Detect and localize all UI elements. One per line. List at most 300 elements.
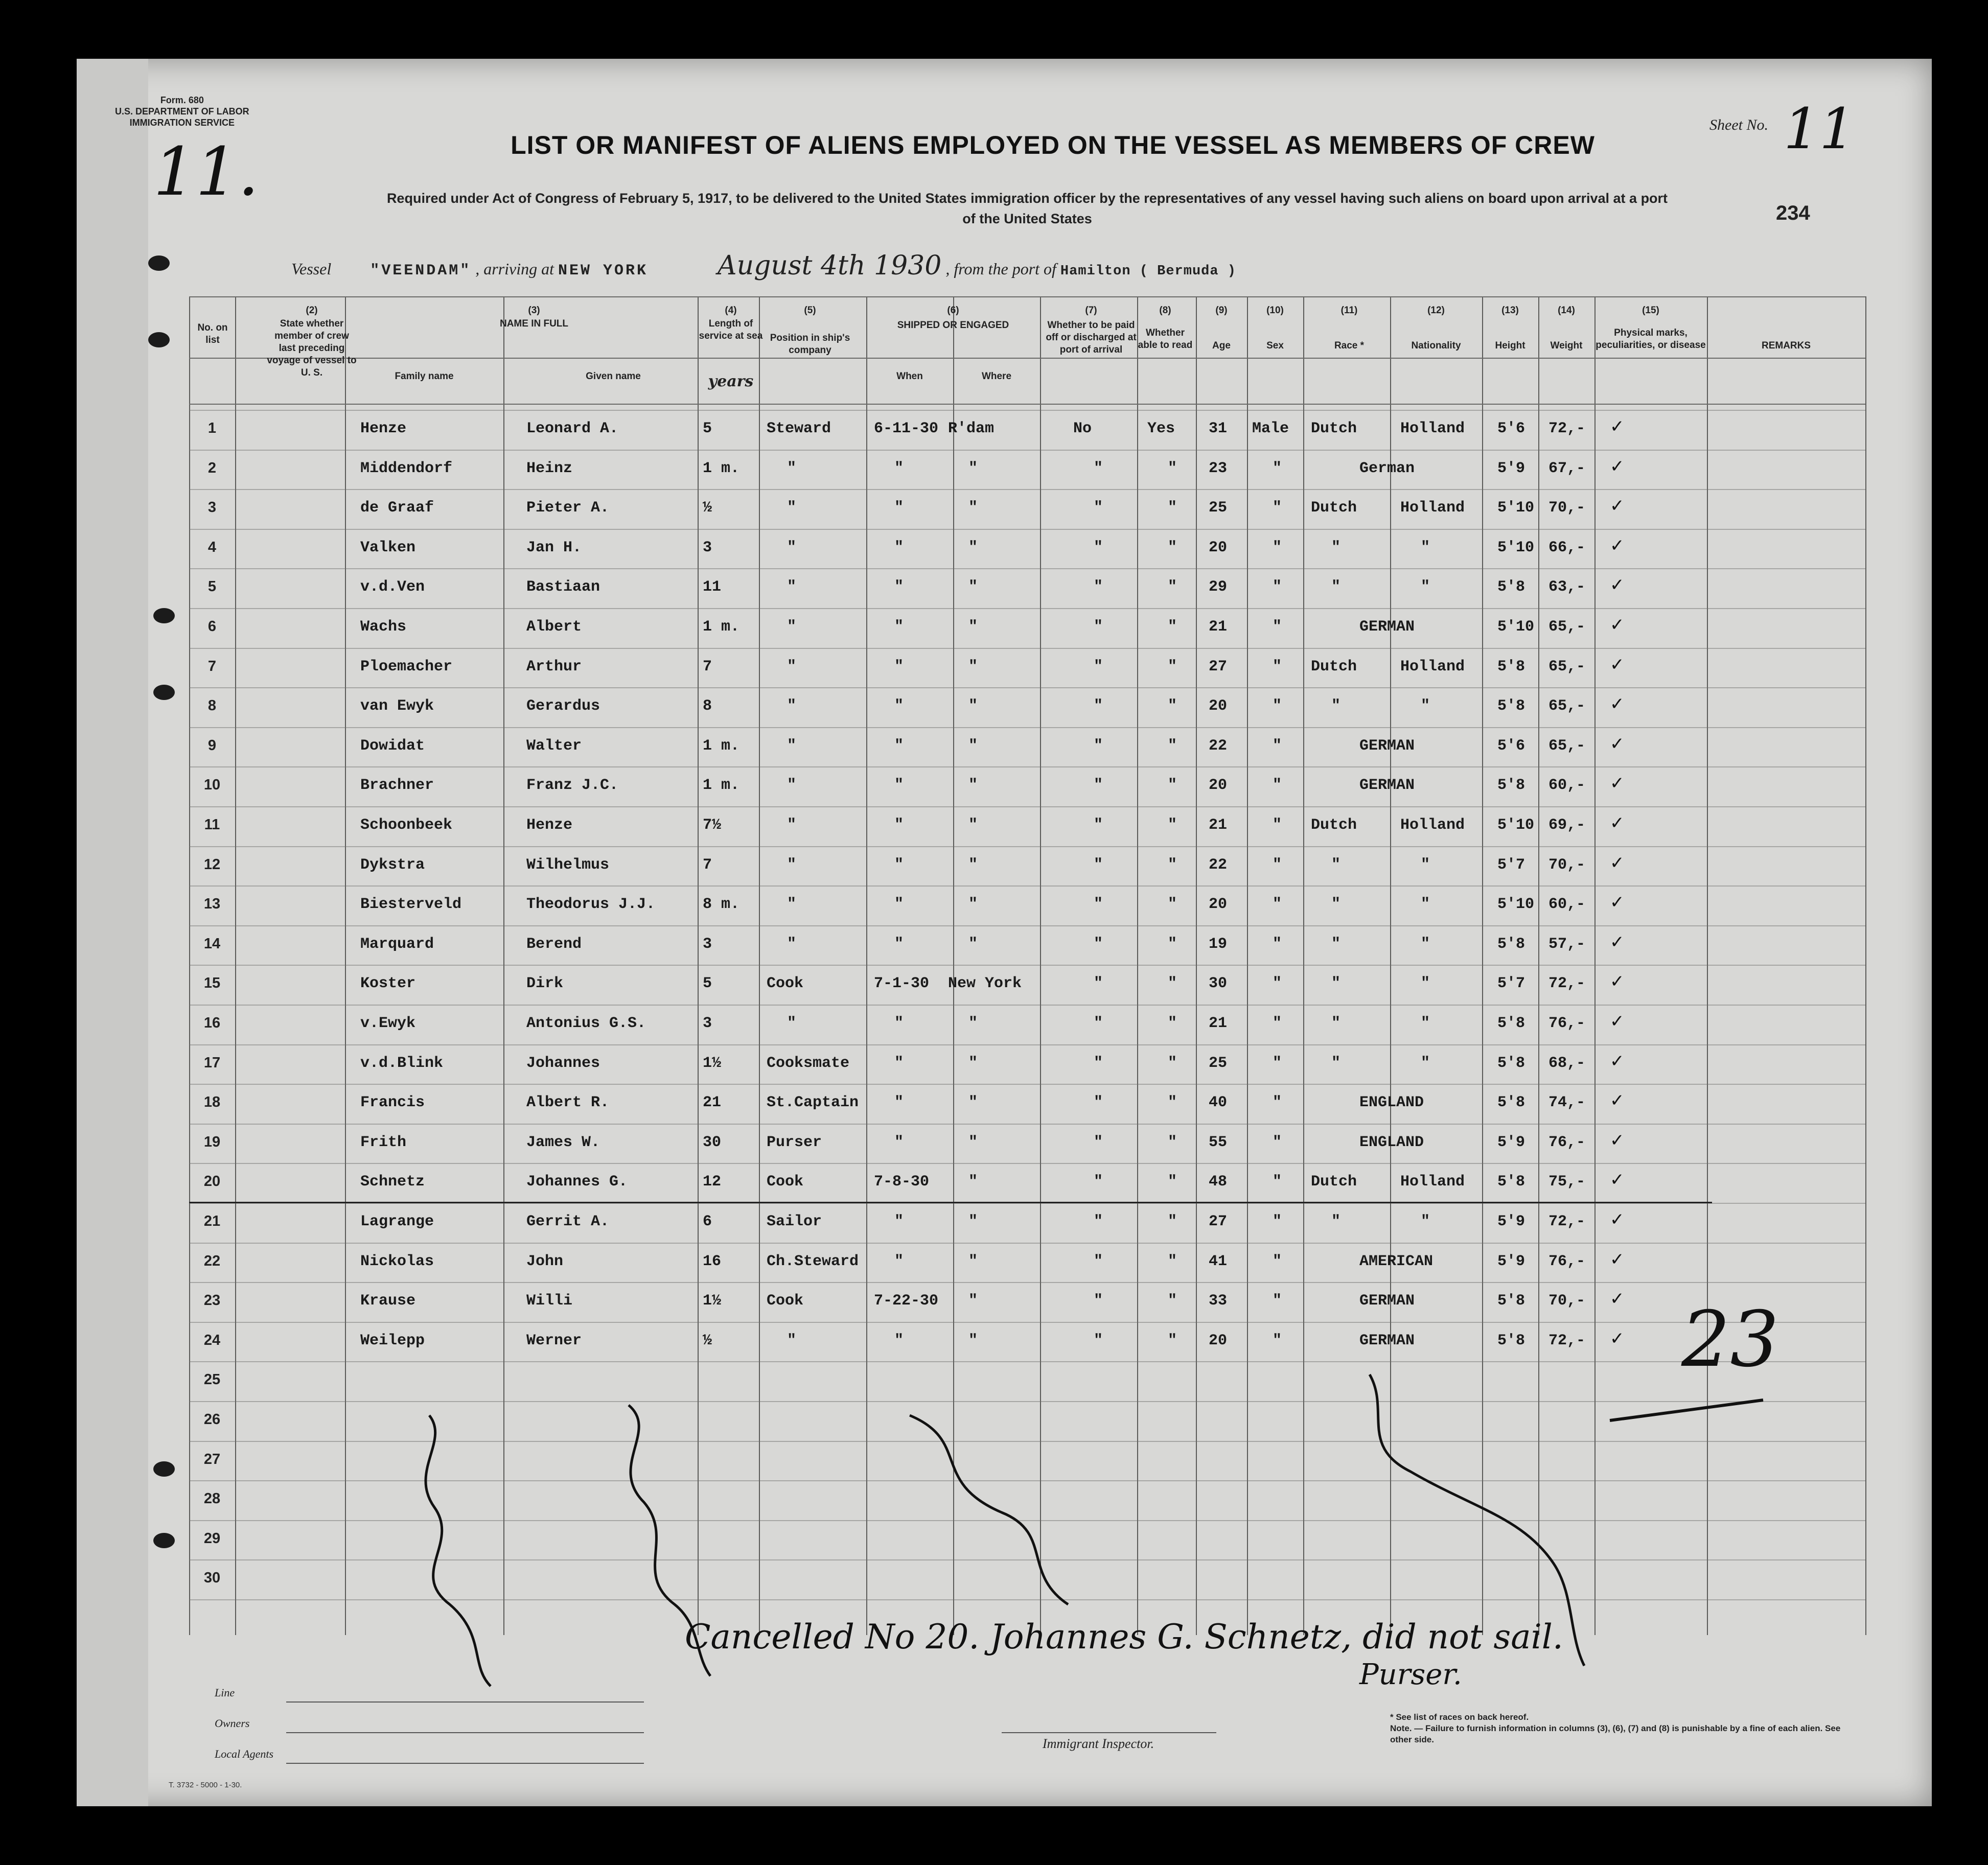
sex-cell: " (1273, 658, 1282, 675)
service-length-cell: 1½ (703, 1292, 722, 1310)
given-name-cell: Gerrit A. (526, 1213, 610, 1230)
age-cell: 21 (1209, 817, 1228, 834)
weight-cell: 65,- (1548, 618, 1586, 636)
header-when: When (896, 371, 923, 382)
able-to-read-cell: " (1168, 1292, 1177, 1310)
weight-cell: 65,- (1548, 658, 1586, 675)
header-family-name: Family name (395, 371, 454, 382)
weight-cell: 76,- (1548, 1015, 1586, 1032)
row-number: 29 (203, 1530, 221, 1547)
age-cell: 48 (1209, 1173, 1228, 1191)
age-cell: 22 (1209, 856, 1228, 874)
able-to-read-cell: " (1168, 1015, 1177, 1032)
service-length-cell: 8 m. (703, 896, 740, 914)
position-cell: " (787, 856, 797, 874)
header-col-4-number: (4) (725, 305, 737, 316)
paid-off-cell: " (1094, 896, 1103, 914)
height-cell: 5'9 (1497, 1133, 1525, 1151)
header-service-length: Length of service at sea (699, 318, 763, 341)
able-to-read-cell: " (1168, 1252, 1177, 1270)
row-number: 17 (203, 1054, 221, 1071)
weight-cell: 66,- (1548, 539, 1586, 556)
row-number: 14 (203, 935, 221, 952)
shipped-port-cell: " (968, 539, 978, 556)
race-cell: " (1331, 1213, 1341, 1230)
height-cell: 5'10 (1497, 499, 1535, 517)
scribble-family-col (426, 1415, 491, 1686)
family-name-cell: Middendorf (360, 459, 453, 477)
able-to-read-cell: " (1168, 777, 1177, 795)
height-cell: 5'9 (1497, 1252, 1525, 1270)
document-title: LIST OR MANIFEST OF ALIENS EMPLOYED ON THE VESSEL AS MEMBERS OF CREW (511, 131, 1595, 159)
shipped-port-cell: " (968, 578, 978, 596)
shipped-port-cell: " (968, 1015, 978, 1032)
header-position: Position in ship's company (770, 333, 850, 356)
height-cell: 5'8 (1497, 935, 1525, 953)
able-to-read-cell: " (1168, 975, 1177, 993)
tally-underline (1610, 1400, 1763, 1420)
row-number: 10 (203, 777, 221, 794)
shipped-port-cell: " (968, 1173, 978, 1191)
header-service-units: years (708, 372, 754, 390)
height-cell: 5'8 (1497, 1054, 1525, 1072)
paid-off-cell: " (1094, 1332, 1103, 1349)
service-length-cell: 6 (703, 1213, 712, 1230)
position-cell: " (787, 697, 797, 715)
service-length-cell: ½ (703, 1332, 712, 1349)
check-mark: ✓ (1610, 1170, 1625, 1191)
age-cell: 21 (1209, 618, 1228, 636)
position-cell: " (787, 777, 797, 795)
shipped-port-cell: " (968, 697, 978, 715)
shipped-date-cell: 7-8-30 (874, 1173, 930, 1191)
able-to-read-cell: " (1168, 658, 1177, 675)
subtitle-line-2: of the United States (962, 211, 1092, 226)
row-number: 8 (207, 697, 217, 714)
height-cell: 5'8 (1497, 1173, 1525, 1191)
height-cell: 5'6 (1497, 737, 1525, 755)
able-to-read-cell: " (1168, 1054, 1177, 1072)
family-name-cell: Nickolas (360, 1252, 434, 1270)
given-name-cell: Pieter A. (526, 499, 610, 517)
check-mark: ✓ (1610, 1090, 1625, 1111)
check-mark: ✓ (1610, 733, 1625, 754)
height-cell: 5'8 (1497, 658, 1525, 675)
family-name-cell: van Ewyk (360, 697, 434, 715)
able-to-read-cell: " (1168, 1332, 1177, 1349)
weight-cell: 70,- (1548, 856, 1586, 874)
shipped-port-cell: New York (948, 975, 1022, 993)
footer-owners-label: Owners (215, 1717, 250, 1730)
handwritten-sheet-stamp: 11. (153, 133, 259, 211)
position-cell: " (787, 459, 797, 477)
cancellation-note: Cancelled No 20. Johannes G. Schnetz, did not sail. (685, 1617, 1563, 1657)
height-cell: 5'8 (1497, 777, 1525, 795)
shipped-port-cell: " (968, 1133, 978, 1151)
header-prior-voyage: State whether member of crew last preceding voyage of vessel to U. S. (267, 318, 357, 378)
nationality-cell: GERMAN (1359, 737, 1415, 755)
position-cell: " (787, 737, 797, 755)
check-mark: ✓ (1610, 535, 1625, 556)
shipped-date-cell: " (894, 1015, 904, 1032)
arrival-port: NEW YORK (558, 262, 649, 279)
paid-off-cell: " (1094, 935, 1103, 953)
service-length-cell: 7 (703, 856, 712, 874)
shipped-date-cell: " (894, 1094, 904, 1112)
header-col-6-number: (6) (947, 305, 959, 316)
paid-off-cell: No (1073, 420, 1092, 437)
service-length-cell: 3 (703, 1015, 712, 1032)
given-name-cell: Bastiaan (526, 578, 600, 596)
age-cell: 23 (1209, 459, 1228, 477)
age-cell: 20 (1209, 896, 1228, 914)
weight-cell: 72,- (1548, 1213, 1586, 1230)
row-number: 21 (203, 1213, 221, 1229)
header-weight: Weight (1550, 340, 1583, 351)
sex-cell: " (1273, 1213, 1282, 1230)
check-mark: ✓ (1610, 1328, 1625, 1349)
service-name: IMMIGRATION SERVICE (129, 118, 235, 128)
row-number: 23 (203, 1292, 221, 1309)
header-name-in-full: NAME IN FULL (499, 318, 569, 329)
shipped-port-cell: " (968, 459, 978, 477)
given-name-cell: James W. (526, 1133, 600, 1151)
header-remarks: REMARKS (1761, 340, 1811, 351)
service-length-cell: 12 (703, 1173, 722, 1191)
header-col-7-number: (7) (1085, 305, 1097, 316)
row-number: 28 (203, 1490, 221, 1507)
age-cell: 33 (1209, 1292, 1228, 1310)
nationality-cell: " (1421, 1054, 1430, 1072)
able-to-read-cell: Yes (1147, 420, 1175, 437)
family-name-cell: Marquard (360, 935, 434, 953)
nationality-cell: " (1421, 975, 1430, 993)
sex-cell: " (1273, 737, 1282, 755)
check-mark: ✓ (1610, 773, 1625, 794)
nationality-cell: AMERICAN (1359, 1252, 1434, 1270)
check-mark: ✓ (1610, 416, 1625, 437)
header-col-11-number: (11) (1340, 305, 1358, 316)
height-cell: 5'10 (1497, 618, 1535, 636)
given-name-cell: Arthur (526, 658, 582, 675)
height-cell: 5'8 (1497, 1015, 1525, 1032)
sex-cell: " (1273, 499, 1282, 517)
age-cell: 40 (1209, 1094, 1228, 1112)
weight-cell: 69,- (1548, 817, 1586, 834)
race-cell: Dutch (1311, 1173, 1357, 1191)
service-length-cell: 1 m. (703, 618, 740, 636)
position-cell: " (787, 578, 797, 596)
able-to-read-cell: " (1168, 697, 1177, 715)
paid-off-cell: " (1094, 499, 1103, 517)
row-number: 2 (207, 459, 217, 476)
given-name-cell: Theodorus J.J. (526, 896, 656, 914)
header-col-15-number: (15) (1642, 305, 1659, 316)
header-sex: Sex (1266, 340, 1284, 351)
family-name-cell: Ploemacher (360, 658, 453, 675)
shipped-date-cell: " (894, 578, 904, 596)
nationality-cell: " (1421, 578, 1430, 596)
service-length-cell: 5 (703, 975, 712, 993)
paid-off-cell: " (1094, 1213, 1103, 1230)
row-number: 24 (203, 1332, 221, 1348)
sex-cell: " (1273, 1173, 1282, 1191)
able-to-read-cell: " (1168, 896, 1177, 914)
header-no-on-list: No. on list (197, 322, 228, 345)
given-name-cell: Dirk (526, 975, 564, 993)
height-cell: 5'6 (1497, 420, 1525, 437)
position-cell: Cook (767, 975, 804, 993)
family-name-cell: Koster (360, 975, 416, 993)
family-name-cell: Dowidat (360, 737, 425, 755)
service-length-cell: 7½ (703, 817, 722, 834)
family-name-cell: de Graaf (360, 499, 434, 517)
height-cell: 5'8 (1497, 697, 1525, 715)
given-name-cell: Willi (526, 1292, 573, 1310)
able-to-read-cell: " (1168, 1133, 1177, 1151)
check-mark: ✓ (1610, 892, 1625, 913)
able-to-read-cell: " (1168, 856, 1177, 874)
row-number: 22 (203, 1252, 221, 1269)
nationality-cell: " (1421, 1213, 1430, 1230)
shipped-date-cell: " (894, 1054, 904, 1072)
service-length-cell: 1 m. (703, 737, 740, 755)
footer-rule (286, 1763, 644, 1764)
arrival-date: August 4th 1930 (718, 250, 942, 281)
paid-off-cell: " (1094, 1094, 1103, 1112)
row-number: 15 (203, 975, 221, 992)
position-cell: Cook (767, 1292, 804, 1310)
sex-cell: " (1273, 459, 1282, 477)
row-number: 26 (203, 1411, 221, 1428)
service-length-cell: ½ (703, 499, 712, 517)
given-name-cell: Berend (526, 935, 582, 953)
position-cell: " (787, 817, 797, 834)
nationality-cell: ENGLAND (1359, 1133, 1424, 1151)
vessel-label: Vessel (291, 260, 332, 278)
paid-off-cell: " (1094, 578, 1103, 596)
header-col-3-number: (3) (528, 305, 540, 316)
check-mark: ✓ (1610, 694, 1625, 715)
sex-cell: " (1273, 618, 1282, 636)
race-cell: Dutch (1311, 658, 1357, 675)
age-cell: 22 (1209, 737, 1228, 755)
check-mark: ✓ (1610, 1249, 1625, 1270)
paid-off-cell: " (1094, 1133, 1103, 1151)
shipped-port-cell: " (968, 1252, 978, 1270)
paid-off-cell: " (1094, 737, 1103, 755)
service-length-cell: 5 (703, 420, 712, 437)
vessel-name: "VEENDAM" (370, 262, 472, 279)
shipped-port-cell: " (968, 1054, 978, 1072)
height-cell: 5'8 (1497, 1292, 1525, 1310)
weight-cell: 76,- (1548, 1252, 1586, 1270)
shipped-date-cell: " (894, 459, 904, 477)
race-cell: " (1331, 539, 1341, 556)
shipped-date-cell: 6-11-30 (874, 420, 939, 437)
check-mark: ✓ (1610, 1289, 1625, 1310)
shipped-date-cell: " (894, 618, 904, 636)
row-number: 1 (207, 420, 217, 436)
sex-cell: Male (1252, 420, 1289, 437)
shipped-date-cell: " (894, 935, 904, 953)
family-name-cell: Weilepp (360, 1332, 425, 1349)
row-number: 25 (203, 1371, 221, 1388)
purser-signature: Purser. (1359, 1658, 1462, 1691)
height-cell: 5'7 (1497, 856, 1525, 874)
nationality-cell: ENGLAND (1359, 1094, 1424, 1112)
row-number: 6 (207, 618, 217, 635)
height-cell: 5'9 (1497, 459, 1525, 477)
able-to-read-cell: " (1168, 499, 1177, 517)
race-cell: " (1331, 856, 1341, 874)
header-able-to-read: Whether able to read (1138, 328, 1193, 351)
race-cell: " (1331, 975, 1341, 993)
able-to-read-cell: " (1168, 935, 1177, 953)
header-paid-off: Whether to be paid off or discharged at port of arrival (1046, 320, 1137, 355)
sex-cell: " (1273, 935, 1282, 953)
nationality-cell: " (1421, 935, 1430, 953)
age-cell: 20 (1209, 777, 1228, 795)
shipped-date-cell: 7-1-30 (874, 975, 930, 993)
height-cell: 5'8 (1497, 1332, 1525, 1349)
family-name-cell: v.Ewyk (360, 1015, 416, 1032)
position-cell: Sailor (767, 1213, 822, 1230)
header-col-9-number: (9) (1215, 305, 1228, 316)
sex-cell: " (1273, 1054, 1282, 1072)
paid-off-cell: " (1094, 856, 1103, 874)
nationality-cell: Holland (1400, 420, 1465, 437)
age-cell: 29 (1209, 578, 1228, 596)
footer-line-label: Line (215, 1686, 235, 1699)
nationality-cell: GERMAN (1359, 1332, 1415, 1349)
check-mark: ✓ (1610, 615, 1625, 635)
family-name-cell: Lagrange (360, 1213, 434, 1230)
header-col-10-number: (10) (1266, 305, 1284, 316)
age-cell: 20 (1209, 697, 1228, 715)
from-port-label: , from the port of (945, 260, 1056, 278)
shipped-date-cell: " (894, 499, 904, 517)
able-to-read-cell: " (1168, 817, 1177, 834)
age-cell: 25 (1209, 1054, 1228, 1072)
weight-cell: 57,- (1548, 935, 1586, 953)
stamp-number: 234 (1776, 202, 1810, 224)
given-name-cell: Wilhelmus (526, 856, 610, 874)
sex-cell: " (1273, 1332, 1282, 1349)
age-cell: 55 (1209, 1133, 1228, 1151)
sheet-number-label: Sheet No. (1709, 116, 1768, 133)
sex-cell: " (1273, 1133, 1282, 1151)
family-name-cell: Brachner (360, 777, 434, 795)
position-cell: " (787, 1332, 797, 1349)
check-mark: ✓ (1610, 575, 1625, 596)
footnote-penalty: Note. — Failure to furnish information in columns (3), (6), (7) and (8) is punishable by a fine of each alien. See other side. (1390, 1723, 1841, 1744)
shipped-port-cell: " (968, 777, 978, 795)
shipped-port-cell: " (968, 499, 978, 517)
row-number: 9 (207, 737, 217, 754)
race-cell: " (1331, 935, 1341, 953)
check-mark: ✓ (1610, 496, 1625, 517)
header-height: Height (1495, 340, 1525, 351)
nationality-cell: " (1421, 856, 1430, 874)
shipped-port-cell: " (968, 737, 978, 755)
service-length-cell: 21 (703, 1094, 722, 1112)
able-to-read-cell: " (1168, 578, 1177, 596)
weight-cell: 70,- (1548, 499, 1586, 517)
header-physical-marks: Physical marks, peculiarities, or disease (1596, 328, 1706, 351)
sheet-number: 11 (1784, 96, 1855, 161)
family-name-cell: v.d.Blink (360, 1054, 444, 1072)
age-cell: 27 (1209, 1213, 1228, 1230)
race-cell: Dutch (1311, 499, 1357, 517)
age-cell: 31 (1209, 420, 1228, 437)
footnote-races: * See list of races on back hereof. (1390, 1712, 1529, 1722)
race-cell: Dutch (1311, 420, 1357, 437)
shipped-port-cell: " (968, 618, 978, 636)
shipped-port-cell: R'dam (948, 420, 995, 437)
race-cell: " (1331, 896, 1341, 914)
height-cell: 5'8 (1497, 1094, 1525, 1112)
position-cell: " (787, 618, 797, 636)
position-cell: Cook (767, 1173, 804, 1191)
position-cell: " (787, 539, 797, 556)
shipped-date-cell: " (894, 697, 904, 715)
age-cell: 30 (1209, 975, 1228, 993)
able-to-read-cell: " (1168, 539, 1177, 556)
service-length-cell: 1 m. (703, 459, 740, 477)
shipped-date-cell: " (894, 658, 904, 675)
sex-cell: " (1273, 1015, 1282, 1032)
header-age: Age (1212, 340, 1231, 351)
paid-off-cell: " (1094, 817, 1103, 834)
arriving-label: , arriving at (475, 260, 554, 278)
age-cell: 20 (1209, 1332, 1228, 1349)
service-length-cell: 3 (703, 935, 712, 953)
shipped-date-cell: " (894, 1213, 904, 1230)
weight-cell: 74,- (1548, 1094, 1586, 1112)
position-cell: " (787, 658, 797, 675)
footer-rule (286, 1732, 644, 1733)
row-number: 16 (203, 1015, 221, 1031)
paid-off-cell: " (1094, 539, 1103, 556)
check-mark: ✓ (1610, 1209, 1625, 1230)
sex-cell: " (1273, 777, 1282, 795)
check-mark: ✓ (1610, 813, 1625, 833)
subtitle-line-1: Required under Act of Congress of February 5, 1917, to be delivered to the United States immigration officer by the representatives of any vessel having such aliens on board upon arrival at a port (386, 191, 1668, 206)
shipped-port-cell: " (968, 817, 978, 834)
weight-cell: 65,- (1548, 697, 1586, 715)
family-name-cell: Krause (360, 1292, 416, 1310)
sex-cell: " (1273, 578, 1282, 596)
age-cell: 25 (1209, 499, 1228, 517)
height-cell: 5'7 (1497, 975, 1525, 993)
position-cell: Purser (767, 1133, 822, 1151)
sex-cell: " (1273, 539, 1282, 556)
header-col-13-number: (13) (1501, 305, 1519, 316)
shipped-port-cell: " (968, 1292, 978, 1310)
family-name-cell: Dykstra (360, 856, 425, 874)
row-number: 30 (203, 1570, 221, 1587)
service-length-cell: 7 (703, 658, 712, 675)
header-shipped-engaged: SHIPPED OR ENGAGED (897, 320, 1009, 331)
sex-cell: " (1273, 1094, 1282, 1112)
position-cell: " (787, 935, 797, 953)
age-cell: 19 (1209, 935, 1228, 953)
row-number: 11 (204, 817, 220, 833)
row-number: 3 (207, 499, 217, 516)
header-where: Where (981, 371, 1012, 382)
given-name-cell: Werner (526, 1332, 582, 1349)
